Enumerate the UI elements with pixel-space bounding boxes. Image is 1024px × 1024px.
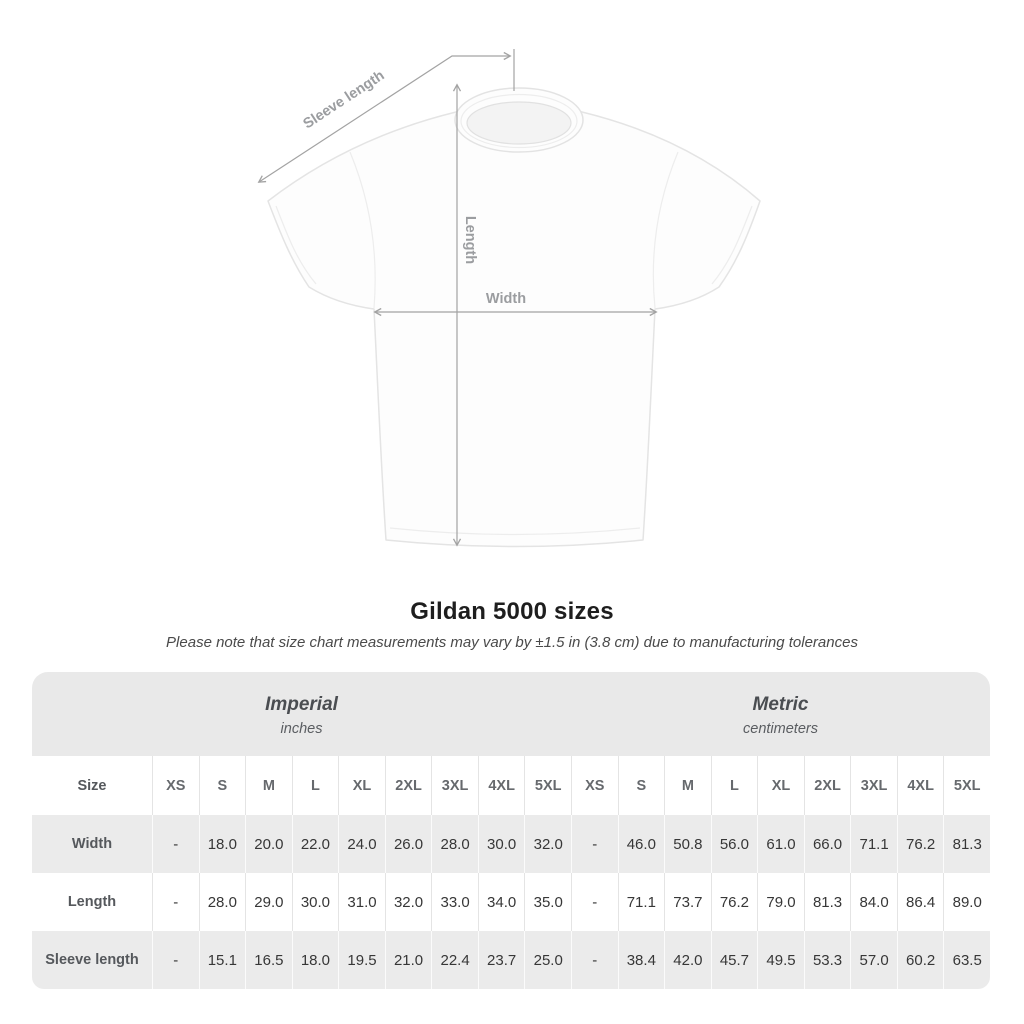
size-column-header: Size [77, 777, 107, 794]
size-header-cell-metric: S [618, 756, 665, 815]
value-cell-imperial: 21.0 [385, 931, 432, 989]
row-label: Length [67, 894, 117, 910]
measurement-row-length [32, 873, 990, 931]
tshirt-silhouette [268, 98, 760, 547]
value-cell-metric: 46.0 [618, 815, 665, 873]
value-cell-metric: 71.1 [618, 873, 665, 931]
value-cell-imperial: 16.5 [245, 931, 292, 989]
size-header-cell-imperial: S [199, 756, 246, 815]
size-header-cell-imperial: 4XL [478, 756, 525, 815]
size-header-cell-metric: XL [757, 756, 804, 815]
value-cell-imperial: 30.0 [292, 873, 339, 931]
value-cell-imperial: 19.5 [338, 931, 385, 989]
value-cell-imperial: - [152, 815, 199, 873]
value-cell-metric: 84.0 [850, 873, 897, 931]
value-cell-imperial: 20.0 [245, 815, 292, 873]
value-cell-imperial: 24.0 [338, 815, 385, 873]
value-cell-imperial: - [152, 873, 199, 931]
width-label: Width [485, 291, 527, 307]
value-cell-imperial: 25.0 [524, 931, 571, 989]
size-header-cell-imperial: L [292, 756, 339, 815]
measurement-row-sleeve-length [32, 931, 990, 989]
value-cell-metric: 60.2 [897, 931, 944, 989]
size-header-cell-metric: L [711, 756, 758, 815]
size-header-cell-metric: M [664, 756, 711, 815]
value-cell-metric: 81.3 [804, 873, 851, 931]
value-cell-metric: 73.7 [664, 873, 711, 931]
value-cell-metric: 71.1 [850, 815, 897, 873]
size-header-cell-imperial: 3XL [431, 756, 478, 815]
length-label: Length [462, 215, 478, 265]
metric-sublabel: centimeters [743, 720, 818, 737]
value-cell-imperial: 28.0 [431, 815, 478, 873]
row-label: Width [71, 836, 113, 852]
value-cell-metric: 50.8 [664, 815, 711, 873]
imperial-header-group [32, 672, 571, 756]
value-cell-imperial: 30.0 [478, 815, 525, 873]
value-cell-imperial: 32.0 [524, 815, 571, 873]
value-cell-metric: 57.0 [850, 931, 897, 989]
value-cell-metric: 53.3 [804, 931, 851, 989]
row-label: Sleeve length [45, 952, 139, 968]
sleeve-length-label: Sleeve length [300, 67, 388, 133]
size-header-cell-imperial: 2XL [385, 756, 432, 815]
value-cell-imperial: 18.0 [292, 931, 339, 989]
value-cell-metric: - [571, 873, 618, 931]
value-cell-metric: 45.7 [711, 931, 758, 989]
imperial-label: Imperial [265, 693, 338, 715]
value-cell-metric: 49.5 [757, 931, 804, 989]
value-cell-imperial: 15.1 [199, 931, 246, 989]
value-cell-imperial: 28.0 [199, 873, 246, 931]
value-cell-imperial: 34.0 [478, 873, 525, 931]
size-table-grid [32, 756, 990, 989]
value-cell-imperial: 33.0 [431, 873, 478, 931]
value-cell-metric: 61.0 [757, 815, 804, 873]
value-cell-metric: - [571, 931, 618, 989]
size-header-cell-imperial: 5XL [524, 756, 571, 815]
value-cell-metric: 38.4 [618, 931, 665, 989]
value-cell-metric: 86.4 [897, 873, 944, 931]
size-header-row [32, 756, 990, 815]
measurement-row-width [32, 815, 990, 873]
value-cell-metric: 89.0 [943, 873, 990, 931]
value-cell-imperial: 22.0 [292, 815, 339, 873]
size-header-cell-metric: 3XL [850, 756, 897, 815]
tolerance-note: Please note that size chart measurements may vary by ±1.5 in (3.8 cm) due to manufacturing tolerances [166, 634, 858, 651]
size-header-cell-metric: 5XL [943, 756, 990, 815]
value-cell-imperial: 31.0 [338, 873, 385, 931]
value-cell-imperial: 23.7 [478, 931, 525, 989]
value-cell-imperial: 26.0 [385, 815, 432, 873]
value-cell-imperial: 29.0 [245, 873, 292, 931]
collar-opening [467, 102, 571, 144]
metric-label: Metric [752, 693, 809, 715]
metric-header-group [571, 672, 990, 756]
imperial-sublabel: inches [280, 720, 323, 737]
value-cell-imperial: 32.0 [385, 873, 432, 931]
value-cell-metric: 56.0 [711, 815, 758, 873]
value-cell-imperial: 22.4 [431, 931, 478, 989]
size-header-cell-metric: XS [571, 756, 618, 815]
value-cell-metric: 42.0 [664, 931, 711, 989]
value-cell-imperial: 18.0 [199, 815, 246, 873]
size-table [32, 672, 990, 989]
value-cell-metric: 66.0 [804, 815, 851, 873]
page-title: Gildan 5000 sizes [410, 598, 614, 625]
value-cell-metric: 76.2 [897, 815, 944, 873]
size-header-cell-metric: 4XL [897, 756, 944, 815]
value-cell-metric: 79.0 [757, 873, 804, 931]
size-header-cell-metric: 2XL [804, 756, 851, 815]
value-cell-metric: 63.5 [943, 931, 990, 989]
size-header-cell-imperial: XS [152, 756, 199, 815]
value-cell-metric: 81.3 [943, 815, 990, 873]
value-cell-imperial: - [152, 931, 199, 989]
size-header-cell-imperial: XL [338, 756, 385, 815]
value-cell-metric: 76.2 [711, 873, 758, 931]
size-header-cell-imperial: M [245, 756, 292, 815]
value-cell-metric: - [571, 815, 618, 873]
value-cell-imperial: 35.0 [524, 873, 571, 931]
unit-header-band [32, 672, 990, 756]
